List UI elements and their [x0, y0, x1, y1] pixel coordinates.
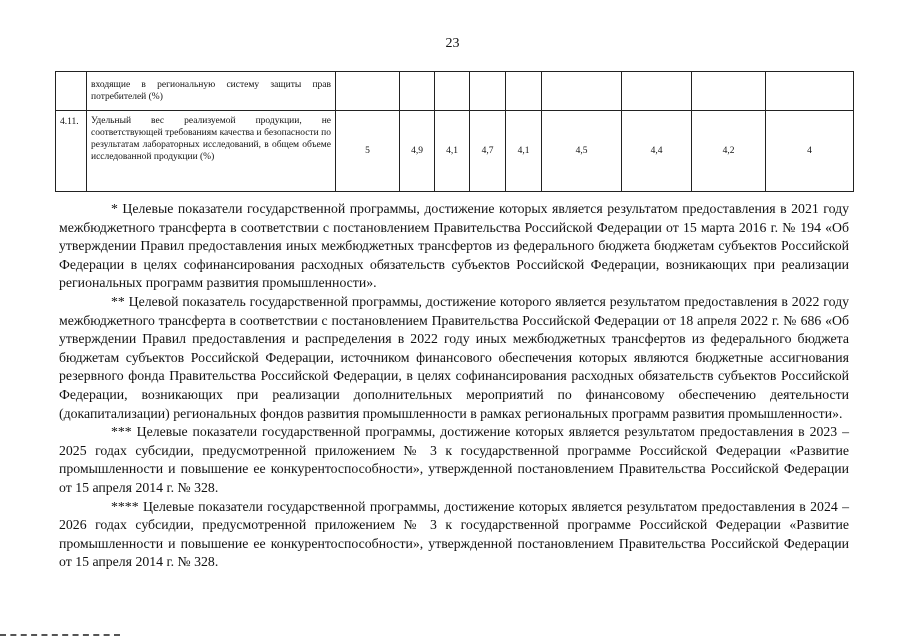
value-cell — [542, 72, 622, 111]
row-number: 4.11. — [56, 111, 87, 192]
value-cell — [506, 72, 542, 111]
value-cell — [435, 72, 470, 111]
page-number: 23 — [445, 36, 460, 51]
value-cell: 4,2 — [692, 111, 766, 192]
scan-artifact — [0, 634, 120, 640]
indicator-description: входящие в региональную систему защиты прав потребителей (%) — [87, 72, 336, 111]
footnote: *** Целевые показатели государственной программы, достижение которых является результатом предоставления в 2023 – 2025 годах субсидии, предусмотренной приложением № 3 к государственной программе Российской Федерации «Развитие промышленности и повышение ее конкурентоспособности», утвержденной постановлением Правительства Российской Федерации от 15 апреля 2014 г. № 328. — [59, 424, 849, 495]
value-cell — [400, 72, 435, 111]
value-cell — [766, 72, 854, 111]
table-row — [56, 72, 854, 111]
value-cell: 4,1 — [435, 111, 470, 192]
value-cell: 4,4 — [622, 111, 692, 192]
value-cell: 4,9 — [400, 111, 435, 192]
footnote: ** Целевой показатель государственной программы, достижение которого является результатом предоставления в 2022 году межбюджетного трансферта в соответствии с постановлением Правительства Российской Федерации от 18 апреля 2022 г. № 686 «Об утверждении Правил предоставления и распределения в 2022 году иных межбюджетных трансфертов из федерального бюджета бюджетам субъектов Российской Федерации, источником финансового обеспечения которых являются бюджетные ассигнования резервного фонда Правительства Российской Федерации, в целях софинансирования расходных обязательств субъектов Российской Федерации, возникающих при реализации дополнительных мероприятий по финансовому обеспечению деятельности (докапитализации) региональных фондов развития промышленности в рамках региональных программ развития промышленности». — [59, 293, 849, 421]
value-cell: 4 — [766, 111, 854, 192]
value-cell: 4,5 — [542, 111, 622, 192]
indicators-table — [55, 71, 854, 192]
value-cell — [470, 72, 506, 111]
value-cell: 4,1 — [506, 111, 542, 192]
indicator-description: Удельный вес реализуемой продукции, не соответствующей требованиям качества и безопасности по результатам лабораторных исследований, в общем объеме исследованной продукции (%) — [87, 111, 336, 192]
row-number — [56, 72, 87, 111]
value-cell — [692, 72, 766, 111]
value-cell: 4,7 — [470, 111, 506, 192]
table-row — [56, 111, 854, 192]
value-cell — [622, 72, 692, 111]
value-cell — [336, 72, 400, 111]
value-cell: 5 — [336, 111, 400, 192]
footnote: **** Целевые показатели государственной программы, достижение которых является результатом предоставления в 2024 – 2026 годах субсидии, предусмотренной приложением № 3 к государственной программе Российской Федерации «Развитие промышленности и повышение ее конкурентоспособности», утвержденной постановлением Правительства Российской Федерации от 15 апреля 2014 г. № 328. — [59, 498, 849, 570]
footnote: * Целевые показатели государственной программы, достижение которых является результатом предоставления в 2021 году межбюджетного трансферта в соответствии с постановлением Правительства Российской Федерации от 15 марта 2016 г. № 194 «Об утверждении Правил предоставления иных межбюджетных трансфертов из федерального бюджета бюджетам субъектов Российской Федерации в целях софинансирования расходных обязательств субъектов Российской Федерации, возникающих при реализации региональных программ развития промышленности». — [59, 201, 849, 291]
footnotes — [59, 200, 849, 572]
